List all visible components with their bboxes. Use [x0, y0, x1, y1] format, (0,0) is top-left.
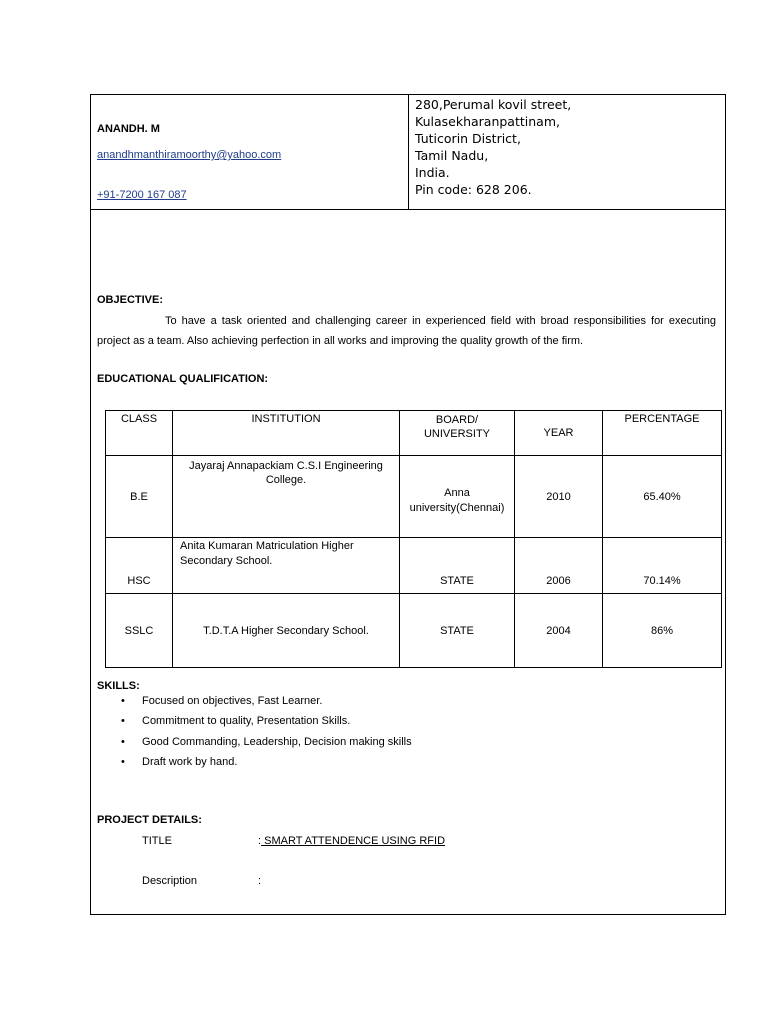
cell-year: 2010 [515, 456, 603, 538]
skill-text: Good Commanding, Leadership, Decision making skills [142, 735, 412, 748]
address-line: 280,Perumal kovil street, [415, 97, 572, 112]
cell-percentage: 65.40% [603, 456, 722, 538]
institution-text: Anita Kumaran Matriculation Higher Secondary School. [180, 540, 354, 567]
list-item [121, 754, 412, 774]
skill-text: Commitment to quality, Presentation Skills. [142, 715, 351, 728]
cell-institution: T.D.T.A Higher Secondary School. [173, 594, 400, 668]
project-heading: PROJECT DETAILS: [97, 814, 202, 826]
address-line: Pin code: 628 206. [415, 182, 532, 197]
bullet-icon: • [121, 735, 125, 748]
board-header: BOARD/ UNIVERSITY [423, 414, 490, 440]
cell-institution [173, 456, 400, 538]
project-description-label: Description [142, 875, 198, 887]
cell-percentage: 86% [603, 594, 722, 668]
bullet-icon: • [121, 755, 125, 768]
contact-block [91, 95, 409, 210]
table-row [106, 594, 722, 668]
objective-text: To have a task oriented and challenging career in experienced field with broad responsibilities for executing project as a team. Also achieving perfection in all works and improving the quality growth of the firm. [97, 315, 716, 347]
table-row [106, 538, 722, 594]
description-colon: : [258, 875, 262, 887]
list-item [121, 693, 412, 713]
candidate-name: ANANDH. M [97, 123, 160, 135]
cell-institution [173, 538, 400, 594]
cell-class: B.E [106, 456, 173, 538]
list-item [121, 713, 412, 733]
cell-board: STATE [400, 594, 515, 668]
column-header: INSTITUTION [173, 411, 400, 456]
cell-board: STATE [400, 538, 515, 594]
bullet-icon: • [121, 695, 125, 707]
address [415, 96, 571, 198]
project-title-label: TITLE [142, 835, 172, 847]
project-title-value [258, 835, 445, 847]
cell-class: HSC [106, 538, 173, 594]
address-block [409, 95, 725, 210]
institution-text: Jayaraj Annapackiam C.S.I Engineering College. [189, 460, 383, 486]
column-header [400, 411, 515, 456]
table-row [106, 456, 722, 538]
list-item [121, 734, 412, 754]
cell-percentage: 70.14% [603, 538, 722, 594]
board-text: Anna university(Chennai) [409, 486, 505, 514]
column-header: CLASS [106, 411, 173, 456]
education-table [105, 410, 722, 668]
education-heading: EDUCATIONAL QUALIFICATION: [97, 373, 269, 385]
resume-frame [90, 94, 726, 915]
cell-year: 2004 [515, 594, 603, 668]
skill-text: Focused on objectives, Fast Learner. [142, 695, 323, 707]
skills-heading: SKILLS: [97, 680, 140, 692]
objective-paragraph [97, 311, 716, 351]
cell-board [400, 456, 515, 538]
column-header: PERCENTAGE [603, 411, 722, 456]
email-link[interactable]: anandhmanthiramoorthy@yahoo.com [97, 149, 282, 161]
title-colon: : [258, 835, 262, 847]
address-line: India. [415, 165, 450, 180]
bullet-icon: • [121, 715, 125, 728]
table-header-row [106, 411, 722, 456]
phone-link[interactable]: +91-7200 167 087 [97, 189, 187, 201]
objective-heading: OBJECTIVE: [97, 294, 164, 306]
address-line: Kulasekharanpattinam, [415, 114, 560, 129]
cell-year: 2006 [515, 538, 603, 594]
cell-class: SSLC [106, 594, 173, 668]
skill-text: Draft work by hand. [142, 755, 238, 768]
address-line: Tamil Nadu, [415, 148, 489, 163]
column-header: YEAR [515, 411, 603, 456]
title-text: SMART ATTENDENCE USING RFID [261, 835, 446, 847]
skills-list [121, 693, 412, 774]
address-line: Tuticorin District, [415, 131, 521, 146]
